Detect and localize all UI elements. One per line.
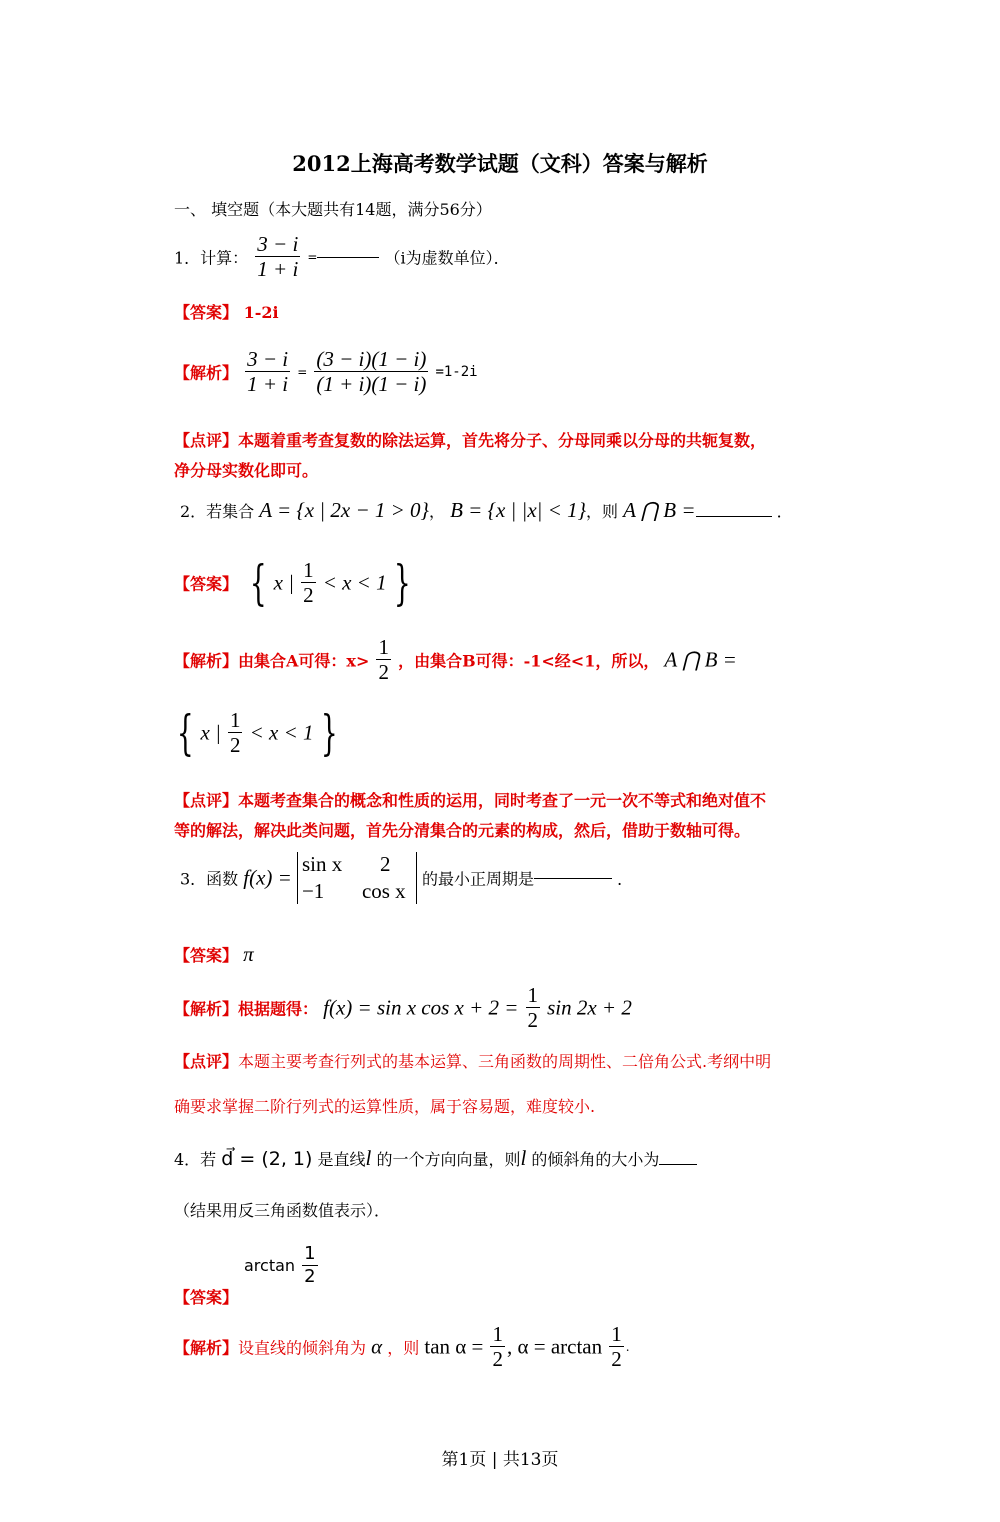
q3-period: ． — [617, 869, 634, 889]
q1-prefix: 1．计算： — [174, 248, 249, 268]
q2-result-tail: < x < 1 — [249, 720, 314, 745]
q2-answer-den: 2 — [303, 582, 314, 607]
q2-result-num: 1 — [229, 707, 241, 732]
q1-analysis-frac2 — [314, 347, 428, 397]
q4-l1: l — [365, 1146, 372, 1170]
q4-mid3: 的倾斜角的大小为 — [531, 1150, 660, 1169]
q1-eq: = — [307, 250, 318, 265]
answer-tag: 【答案】 — [174, 946, 239, 965]
q2-analysis-den: 2 — [378, 660, 389, 685]
q3-m12: 2 — [379, 852, 391, 876]
q4-prefix: 4．若 — [174, 1150, 217, 1169]
q2-mid: ，则 — [586, 502, 619, 521]
question-2 — [180, 498, 793, 523]
q1-analysis-num2: (3 − i)(1 − i) — [316, 347, 427, 371]
q2-analysis-frac — [376, 635, 391, 685]
q4-alpha: α — [371, 1334, 383, 1359]
q1-frac-den: 1 + i — [257, 257, 299, 282]
q3-m22: cos x — [361, 879, 406, 903]
q4-l2: l — [520, 1146, 527, 1170]
q2-analysis-line — [174, 635, 737, 685]
q2-result-den: 2 — [229, 732, 241, 757]
q3-determinant — [297, 852, 417, 904]
q4-analysis-mid: ，则 — [387, 1338, 420, 1358]
q3-comment-line1 — [174, 1049, 771, 1072]
q1-analysis-result: =1-2i — [435, 364, 478, 381]
q3-analysis-den: 2 — [527, 1008, 539, 1033]
q3-m21: −1 — [301, 879, 325, 903]
q3-blank — [534, 878, 612, 879]
q2-answer-tail: < x < 1 — [322, 570, 387, 595]
question-1 — [174, 232, 510, 282]
q1-frac-num: 3 − i — [257, 232, 299, 256]
q2-prefix: 2．若集合 — [180, 502, 255, 521]
q4-expr-num2: 1 — [611, 1322, 622, 1346]
q2-comma: ， — [428, 502, 445, 521]
q3-answer: π — [243, 942, 254, 966]
section-header: 一、 填空题（本大题共有14题，满分56分） — [174, 200, 492, 219]
q4-blank — [659, 1164, 697, 1165]
question-4 — [174, 1146, 697, 1171]
q1-fraction — [255, 232, 300, 282]
analysis-tag: 【解析】 — [174, 651, 239, 671]
q1-analysis-num1: 3 − i — [247, 347, 289, 371]
q2-blank — [696, 516, 772, 517]
q3-analysis-num: 1 — [527, 983, 539, 1007]
q2-answer-num: 1 — [303, 557, 314, 582]
q2-set-b: B = {x | |x| < 1} — [450, 498, 586, 522]
page-footer: 第1页 | 共13页 — [441, 1450, 559, 1470]
q1-analysis-line — [174, 347, 478, 397]
answer-tag: 【答案】 — [174, 574, 239, 594]
q4-expr-den1: 2 — [492, 1347, 503, 1372]
q4-expr-frac1 — [490, 1322, 505, 1372]
q3-analysis-frac — [526, 983, 541, 1033]
q3-analysis-tail: sin 2x + 2 — [547, 995, 632, 1020]
q4-note: （结果用反三角函数值表示）． — [174, 1201, 391, 1220]
q4-vector: d⃗ = (2, 1) — [221, 1148, 313, 1170]
left-brace-icon: { — [249, 555, 267, 611]
q2-analysis-num: 1 — [378, 635, 389, 659]
q2-intersect: A ⋂ B = — [623, 498, 696, 522]
q4-answer-fn: arctan — [244, 1256, 296, 1276]
q4-mid2: 的一个方向向量，则 — [376, 1150, 521, 1169]
q3-func: f(x) = — [243, 865, 292, 890]
q1-comment-text1: 本题着重考查复数的除法运算，首先将分子、分母同乘以分母的共轭复数， — [238, 431, 767, 450]
q4-answer-num: 1 — [304, 1243, 316, 1264]
q1-comment-line2: 净分母实数化即可。 — [174, 461, 319, 480]
q2-analysis-result — [170, 705, 344, 761]
page-title: 2012上海高考数学试题（文科）答案与解析 — [292, 151, 708, 176]
q2-comment-text1: 本题考查集合的概念和性质的运用，同时考查了一元一次不等式和绝对值不 — [238, 791, 767, 810]
comment-tag: 【点评】 — [174, 791, 239, 810]
q3-analysis-lead: 根据题得： — [238, 999, 319, 1019]
q3-analysis-line — [174, 983, 632, 1033]
right-brace-icon: } — [393, 555, 411, 611]
q4-mid1: 是直线 — [317, 1150, 366, 1169]
q2-analysis-intersect: A ⋂ B = — [664, 647, 737, 672]
question-3 — [180, 852, 633, 904]
q1-suffix: （i为虚数单位）． — [384, 248, 510, 268]
q3-m11: sin x — [301, 852, 343, 876]
analysis-tag: 【解析】 — [174, 363, 239, 383]
comment-tag: 【点评】 — [174, 431, 239, 450]
q4-expr-frac2 — [609, 1322, 624, 1372]
answer-tag: 【答案】 — [174, 303, 239, 322]
q4-answer-tag: 【答案】 — [174, 1288, 239, 1307]
q4-answer-value — [244, 1244, 320, 1287]
q1-analysis-eq: = — [297, 365, 308, 380]
q4-dot: . — [625, 1340, 630, 1355]
q2-set-a: A = {x | 2x − 1 > 0} — [259, 498, 429, 522]
q4-analysis-lead: 设直线的倾斜角为 — [238, 1338, 367, 1358]
q4-analysis-line — [174, 1322, 630, 1372]
q1-blank — [317, 257, 379, 258]
q2-comment-line1 — [174, 788, 766, 811]
q2-answer-frac — [301, 558, 316, 608]
q1-comment-line1 — [174, 428, 766, 451]
q2-analysis-mid: ，由集合B可得：-1<经<1，所以， — [398, 651, 660, 671]
q2-answer-line — [174, 555, 417, 611]
q3-answer-line — [174, 942, 254, 967]
q3-comment-line2: 确要求掌握二阶行列式的运算性质，属于容易题，难度较小. — [174, 1097, 596, 1116]
q2-result-frac — [228, 708, 243, 758]
comment-tag: 【点评】 — [174, 1052, 239, 1071]
q4-expr2: , α = arctan — [506, 1334, 603, 1359]
q1-answer-line — [174, 300, 279, 323]
q2-period: ． — [776, 502, 793, 521]
q4-expr-den2: 2 — [611, 1347, 622, 1372]
q3-comment-text1: 本题主要考查行列式的基本运算、三角函数的周期性、二倍角公式.考纲中明 — [238, 1052, 772, 1071]
q4-answer-den: 2 — [304, 1265, 316, 1287]
q3-suffix: 的最小正周期是 — [422, 869, 535, 889]
q1-analysis-den1: 1 + i — [247, 372, 289, 397]
q2-comment-line2: 等的解法，解决此类问题，首先分清集合的元素的构成，然后，借助于数轴可得。 — [174, 821, 751, 840]
right-brace-icon: } — [320, 705, 338, 761]
q4-expr1: tan α = — [424, 1334, 484, 1359]
q3-prefix: 3．函数 — [180, 869, 239, 889]
q2-answer-x: x | — [273, 570, 294, 595]
q4-answer-frac — [302, 1244, 317, 1287]
left-brace-icon: { — [176, 705, 194, 761]
q3-analysis-expr: f(x) = sin x cos x + 2 = — [323, 995, 519, 1020]
q1-answer: 1-2i — [243, 303, 279, 322]
analysis-tag: 【解析】 — [174, 999, 239, 1019]
q2-result-x: x | — [200, 720, 221, 745]
analysis-tag: 【解析】 — [174, 1338, 239, 1358]
q4-expr-num1: 1 — [492, 1322, 503, 1346]
q1-analysis-frac1 — [245, 347, 290, 397]
q2-analysis-lead: 由集合A可得：x> — [238, 651, 370, 671]
q1-analysis-den2: (1 + i)(1 − i) — [316, 372, 427, 397]
